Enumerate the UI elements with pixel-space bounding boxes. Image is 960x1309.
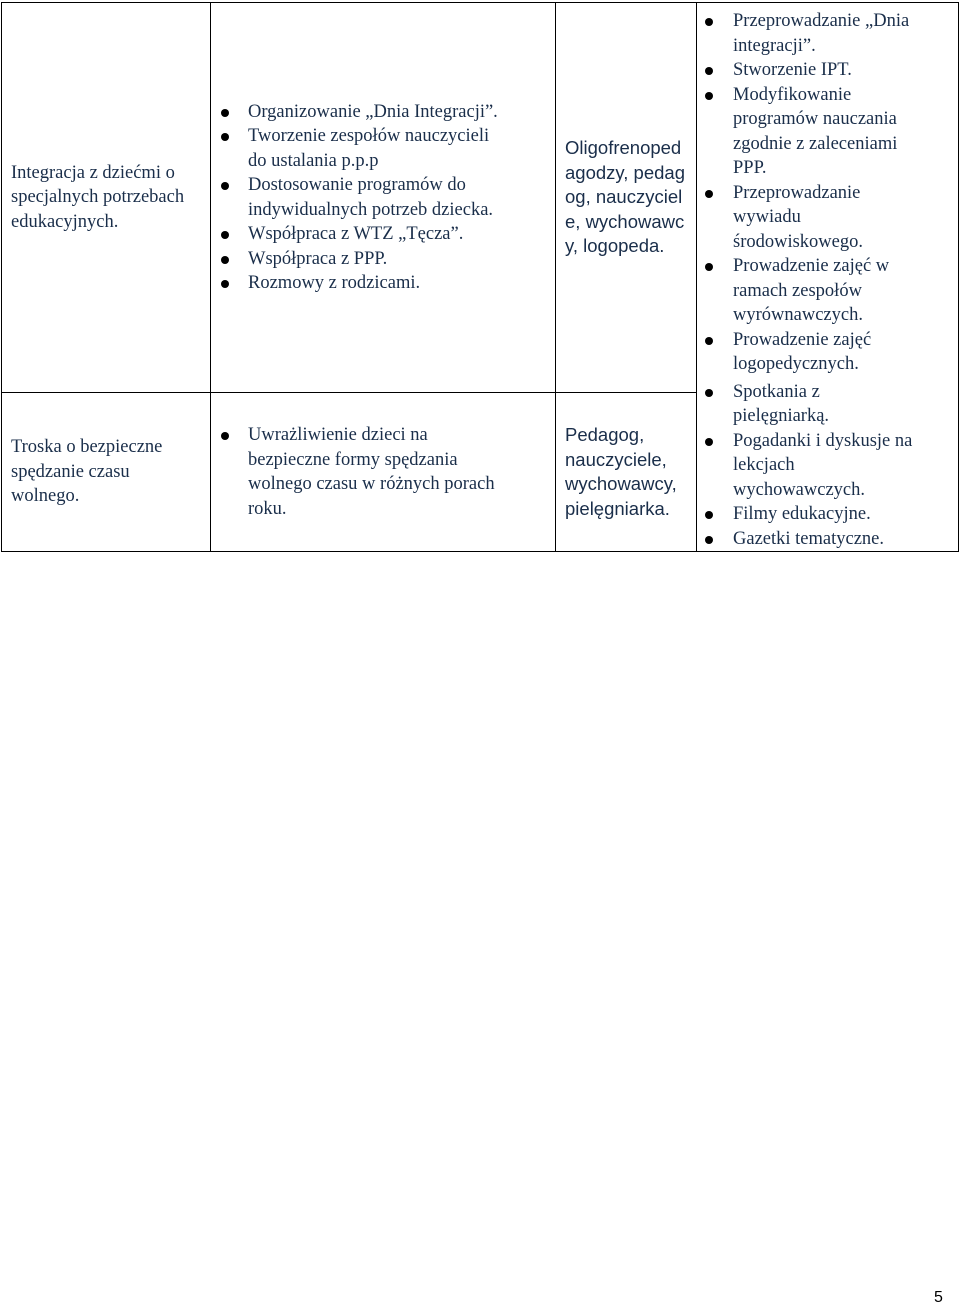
list-item: Prowadzenie zajęć logopedycznych. [697,328,919,377]
list-item: Prowadzenie zajęć w ramach zespołów wyrównawczych. [697,254,919,328]
bullet-icon [221,280,229,288]
list-item: Modyfikowanie programów nauczania zgodnie z zaleceniami PPP. [697,83,919,181]
bullet-icon [705,337,713,345]
list-item: Spotkania z pielęgniarką. [697,380,919,429]
page-number: 5 [934,1289,943,1306]
list-item: Rozmowy z rodzicami. [211,271,511,296]
bullet-icon [705,389,713,397]
tasks-cell [211,3,556,393]
list-item: Organizowanie „Dnia Integracji”. [211,100,511,125]
bullet-icon [221,432,229,440]
list-item: Przeprowadzanie wywiadu środowiskowego. [697,181,919,255]
bullet-icon [705,92,713,100]
table-row-integration [2,3,959,393]
list-item: Tworzenie zespołów nauczycieli do ustalania p.p.p [211,124,511,173]
bullet-icon [705,438,713,446]
responsible-text: Pedagog, nauczyciele, wychowawcy, pielęgniarka. [565,424,677,519]
bullet-icon [705,18,713,26]
responsible-cell [556,393,697,552]
methods-list [697,380,919,552]
goal-text: Troska o bezpieczne spędzanie czasu wolnego. [11,437,163,507]
goal-cell [2,393,211,552]
bullet-icon [221,109,229,117]
list-item: Gazetki tematyczne. [697,527,919,552]
list-item: Pogadanki i dyskusje na lekcjach wychowawczych. [697,429,919,503]
bullet-icon [221,133,229,141]
bullet-icon [705,536,713,544]
responsible-text: Oligofrenopedagodzy, pedagog, nauczyciele, wychowawcy, logopeda. [565,137,686,257]
list-item: Współpraca z PPP. [211,247,511,272]
responsible-cell [556,3,697,393]
methods-list [697,9,919,377]
list-item: Dostosowanie programów do indywidualnych potrzeb dziecka. [211,173,511,222]
goal-cell [2,3,211,393]
list-item: Stworzenie IPT. [697,58,919,83]
bullet-icon [221,256,229,264]
goal-text: Integracja z dziećmi o specjalnych potrzebach edukacyjnych. [11,162,185,232]
bullet-icon [221,182,229,190]
list-item: Uwrażliwienie dzieci na bezpieczne formy spędzania wolnego czasu w różnych porach roku. [211,423,511,521]
list-item: Przeprowadzanie „Dnia integracji”. [697,9,919,58]
list-item: Filmy edukacyjne. [697,502,919,527]
tasks-cell [211,393,556,552]
tasks-list [211,423,511,521]
bullet-icon [221,231,229,239]
methods-cell [697,3,959,552]
bullet-icon [705,67,713,75]
list-item: Współpraca z WTZ „Tęcza”. [211,222,511,247]
bullet-icon [705,511,713,519]
tasks-list [211,100,511,296]
document-table [1,2,959,552]
bullet-icon [705,263,713,271]
bullet-icon [705,190,713,198]
